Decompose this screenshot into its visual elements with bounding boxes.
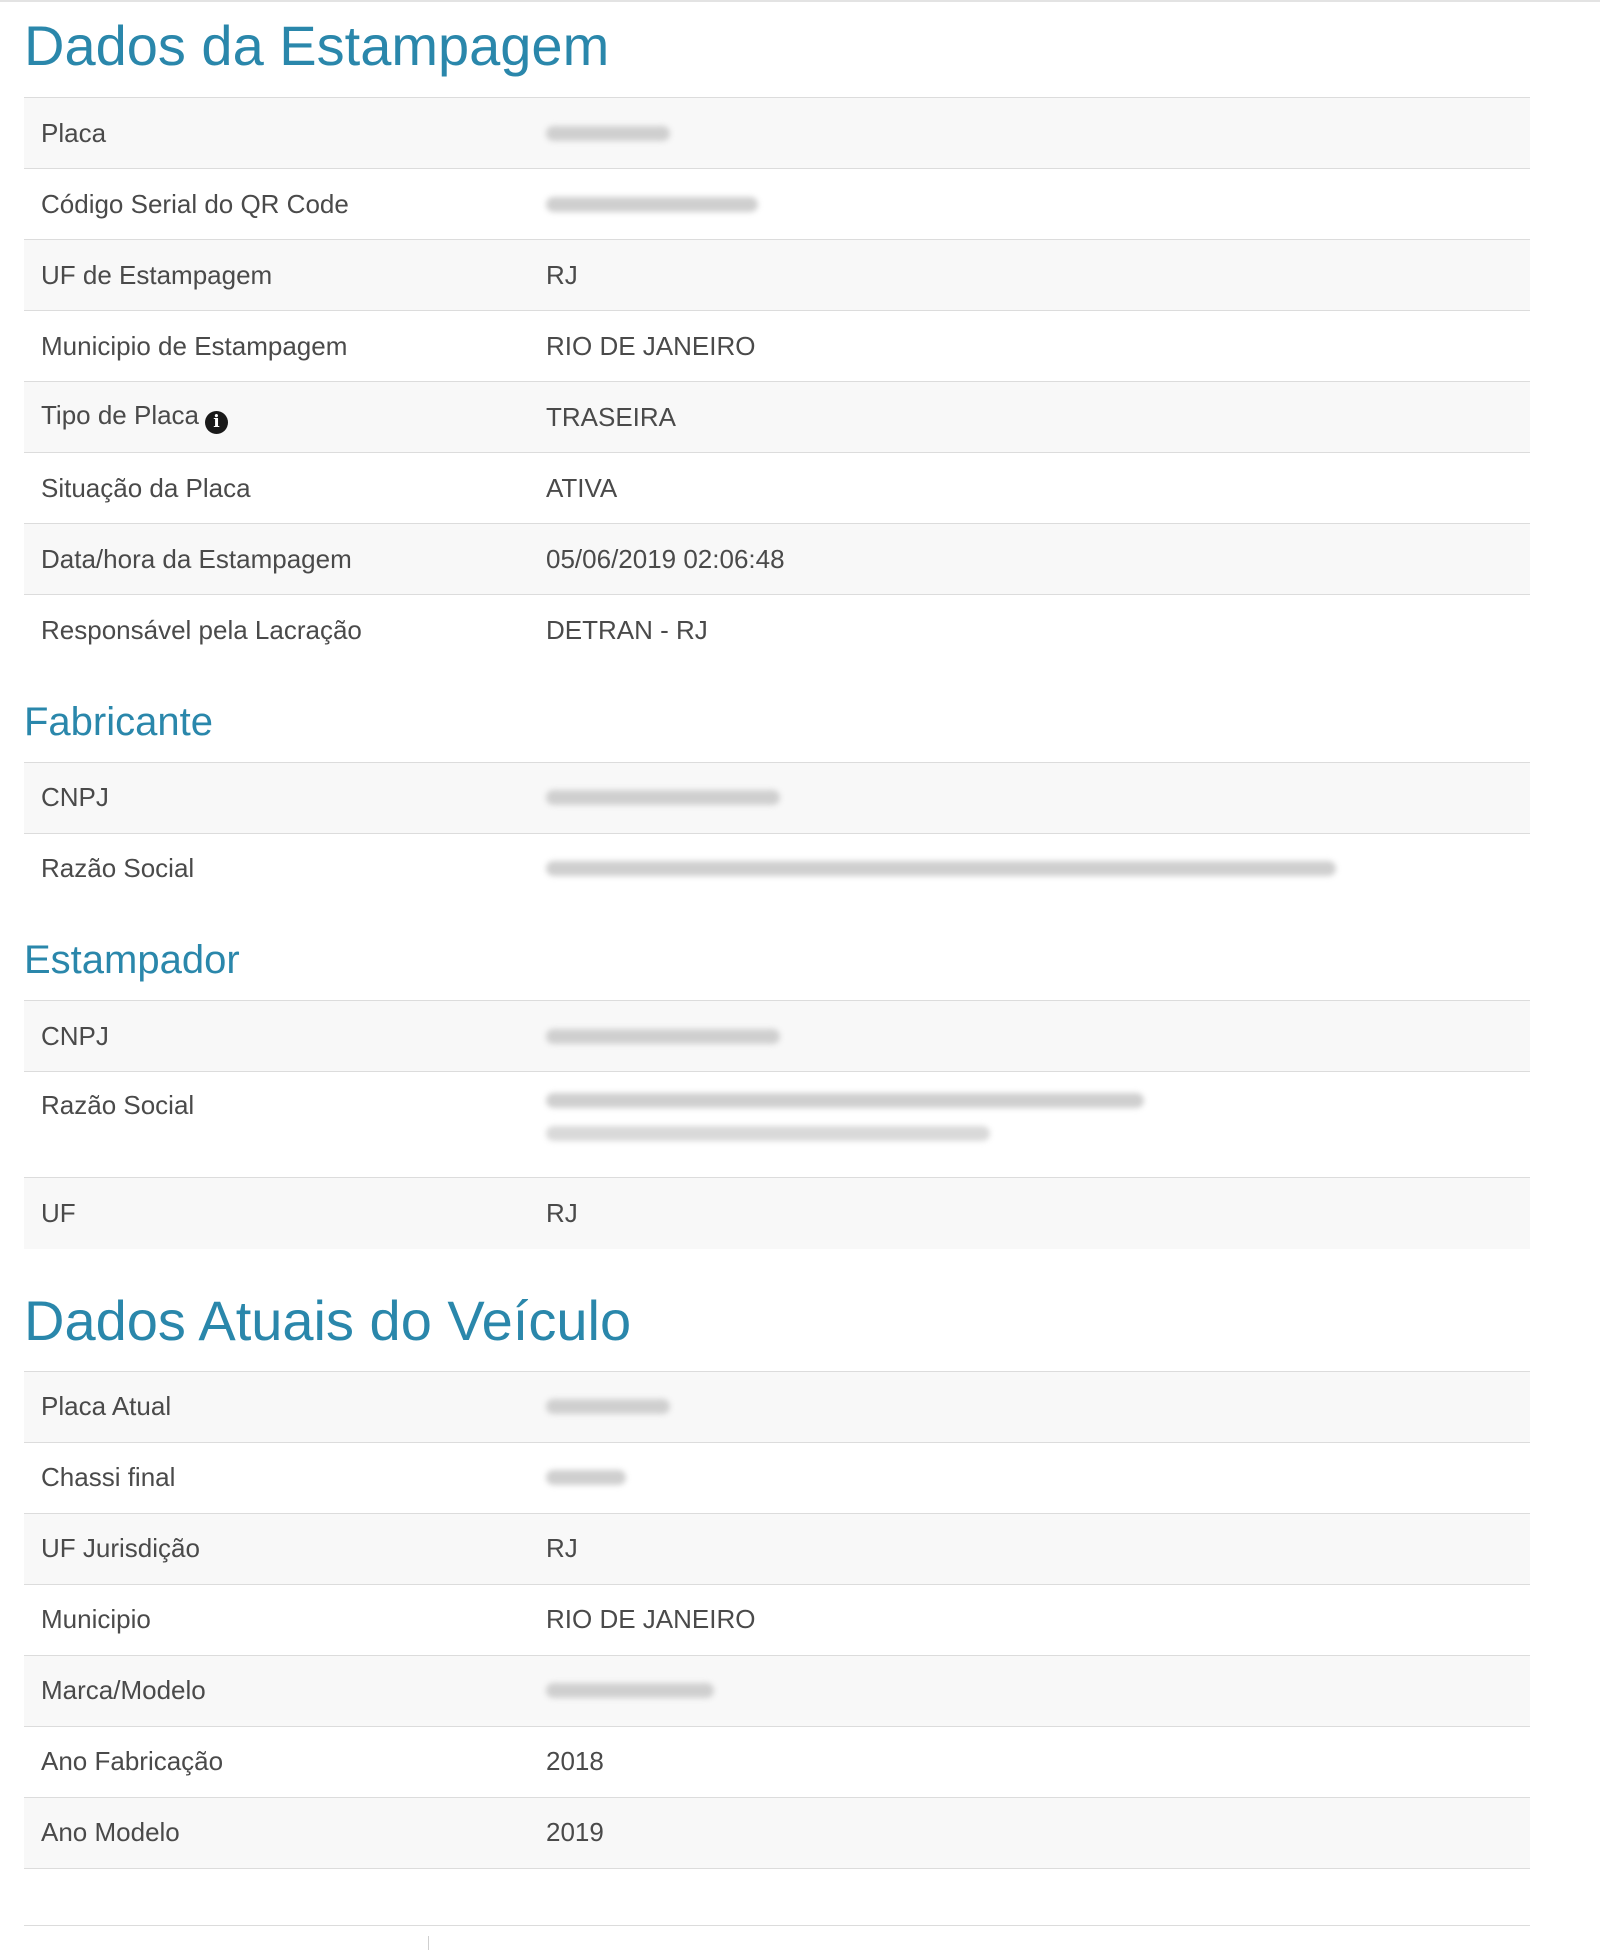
table-row: [24, 169, 1530, 240]
row-label: Razão Social: [24, 1072, 546, 1178]
redacted-value: [546, 1093, 1144, 1108]
table-row: [24, 1072, 1530, 1178]
footer-divider: [24, 1925, 1530, 1926]
redacted-value: [546, 1126, 990, 1141]
row-value: 2018: [546, 1726, 1530, 1797]
table-row: [24, 240, 1530, 311]
row-label: Situação da Placa: [24, 453, 546, 524]
table-row: [24, 1797, 1530, 1868]
row-value: RJ: [546, 240, 1530, 311]
row-label: Razão Social: [24, 833, 546, 904]
row-value: TRASEIRA: [546, 382, 1530, 453]
table-row: [24, 1726, 1530, 1797]
row-value: [546, 1442, 1530, 1513]
row-value: RJ: [546, 1178, 1530, 1249]
table-row: [24, 595, 1530, 666]
redacted-value: [546, 1029, 780, 1044]
estampagem-table: [24, 97, 1530, 666]
section-title-estampagem: Dados da Estampagem: [24, 14, 610, 77]
row-label: UF Jurisdição: [24, 1513, 546, 1584]
table-row: [24, 1371, 1530, 1442]
row-label: UF de Estampagem: [24, 240, 546, 311]
table-row: [24, 382, 1530, 453]
row-label: Ano Modelo: [24, 1797, 546, 1868]
row-label: Placa: [24, 98, 546, 169]
row-value: [546, 833, 1530, 904]
row-value: [546, 762, 1530, 833]
row-value: RIO DE JANEIRO: [546, 311, 1530, 382]
table-row: [24, 1178, 1530, 1249]
row-value: [546, 1072, 1530, 1178]
table-row: [24, 1655, 1530, 1726]
row-label: [24, 382, 546, 453]
section-title-veiculo: Dados Atuais do Veículo: [24, 1288, 632, 1352]
veiculo-table: [24, 1371, 1530, 1869]
footer-tick: [428, 1936, 429, 1950]
table-row: [24, 1513, 1530, 1584]
table-row: [24, 453, 1530, 524]
row-value: [546, 1001, 1530, 1072]
redacted-value: [546, 1470, 626, 1485]
row-value: 2019: [546, 1797, 1530, 1868]
table-row: [24, 98, 1530, 169]
fabricante-table: [24, 762, 1530, 905]
row-label: Marca/Modelo: [24, 1655, 546, 1726]
table-row: [24, 1584, 1530, 1655]
row-label: CNPJ: [24, 762, 546, 833]
row-value: DETRAN - RJ: [546, 595, 1530, 666]
row-label-text: Tipo de Placa: [41, 400, 200, 430]
row-value: [546, 1371, 1530, 1442]
row-value: ATIVA: [546, 453, 1530, 524]
row-label: CNPJ: [24, 1001, 546, 1072]
redacted-value: [546, 1683, 714, 1698]
info-circle-icon[interactable]: i: [205, 411, 228, 434]
table-row: [24, 833, 1530, 904]
redacted-value: [546, 126, 670, 141]
row-label: Municipio de Estampagem: [24, 311, 546, 382]
row-value: [546, 1655, 1530, 1726]
redacted-value: [546, 197, 758, 212]
table-row: [24, 311, 1530, 382]
row-label: Ano Fabricação: [24, 1726, 546, 1797]
row-value: RIO DE JANEIRO: [546, 1584, 1530, 1655]
section-title-fabricante: Fabricante: [24, 699, 213, 744]
row-label: Código Serial do QR Code: [24, 169, 546, 240]
estampador-table: [24, 1000, 1530, 1249]
row-label: Placa Atual: [24, 1371, 546, 1442]
section-title-estampador: Estampador: [24, 938, 240, 982]
redacted-value: [546, 790, 780, 805]
row-label: Data/hora da Estampagem: [24, 524, 546, 595]
table-row: [24, 524, 1530, 595]
row-label: Responsável pela Lacração: [24, 595, 546, 666]
redacted-value: [546, 861, 1336, 876]
table-row: [24, 1001, 1530, 1072]
table-row: [24, 762, 1530, 833]
row-value: [546, 98, 1530, 169]
row-value: RJ: [546, 1513, 1530, 1584]
redacted-value: [546, 1399, 670, 1414]
page-content: [24, 0, 1530, 1869]
row-label: Chassi final: [24, 1442, 546, 1513]
row-value: [546, 169, 1530, 240]
table-row: [24, 1442, 1530, 1513]
row-value: 05/06/2019 02:06:48: [546, 524, 1530, 595]
row-label: Municipio: [24, 1584, 546, 1655]
row-label: UF: [24, 1178, 546, 1249]
